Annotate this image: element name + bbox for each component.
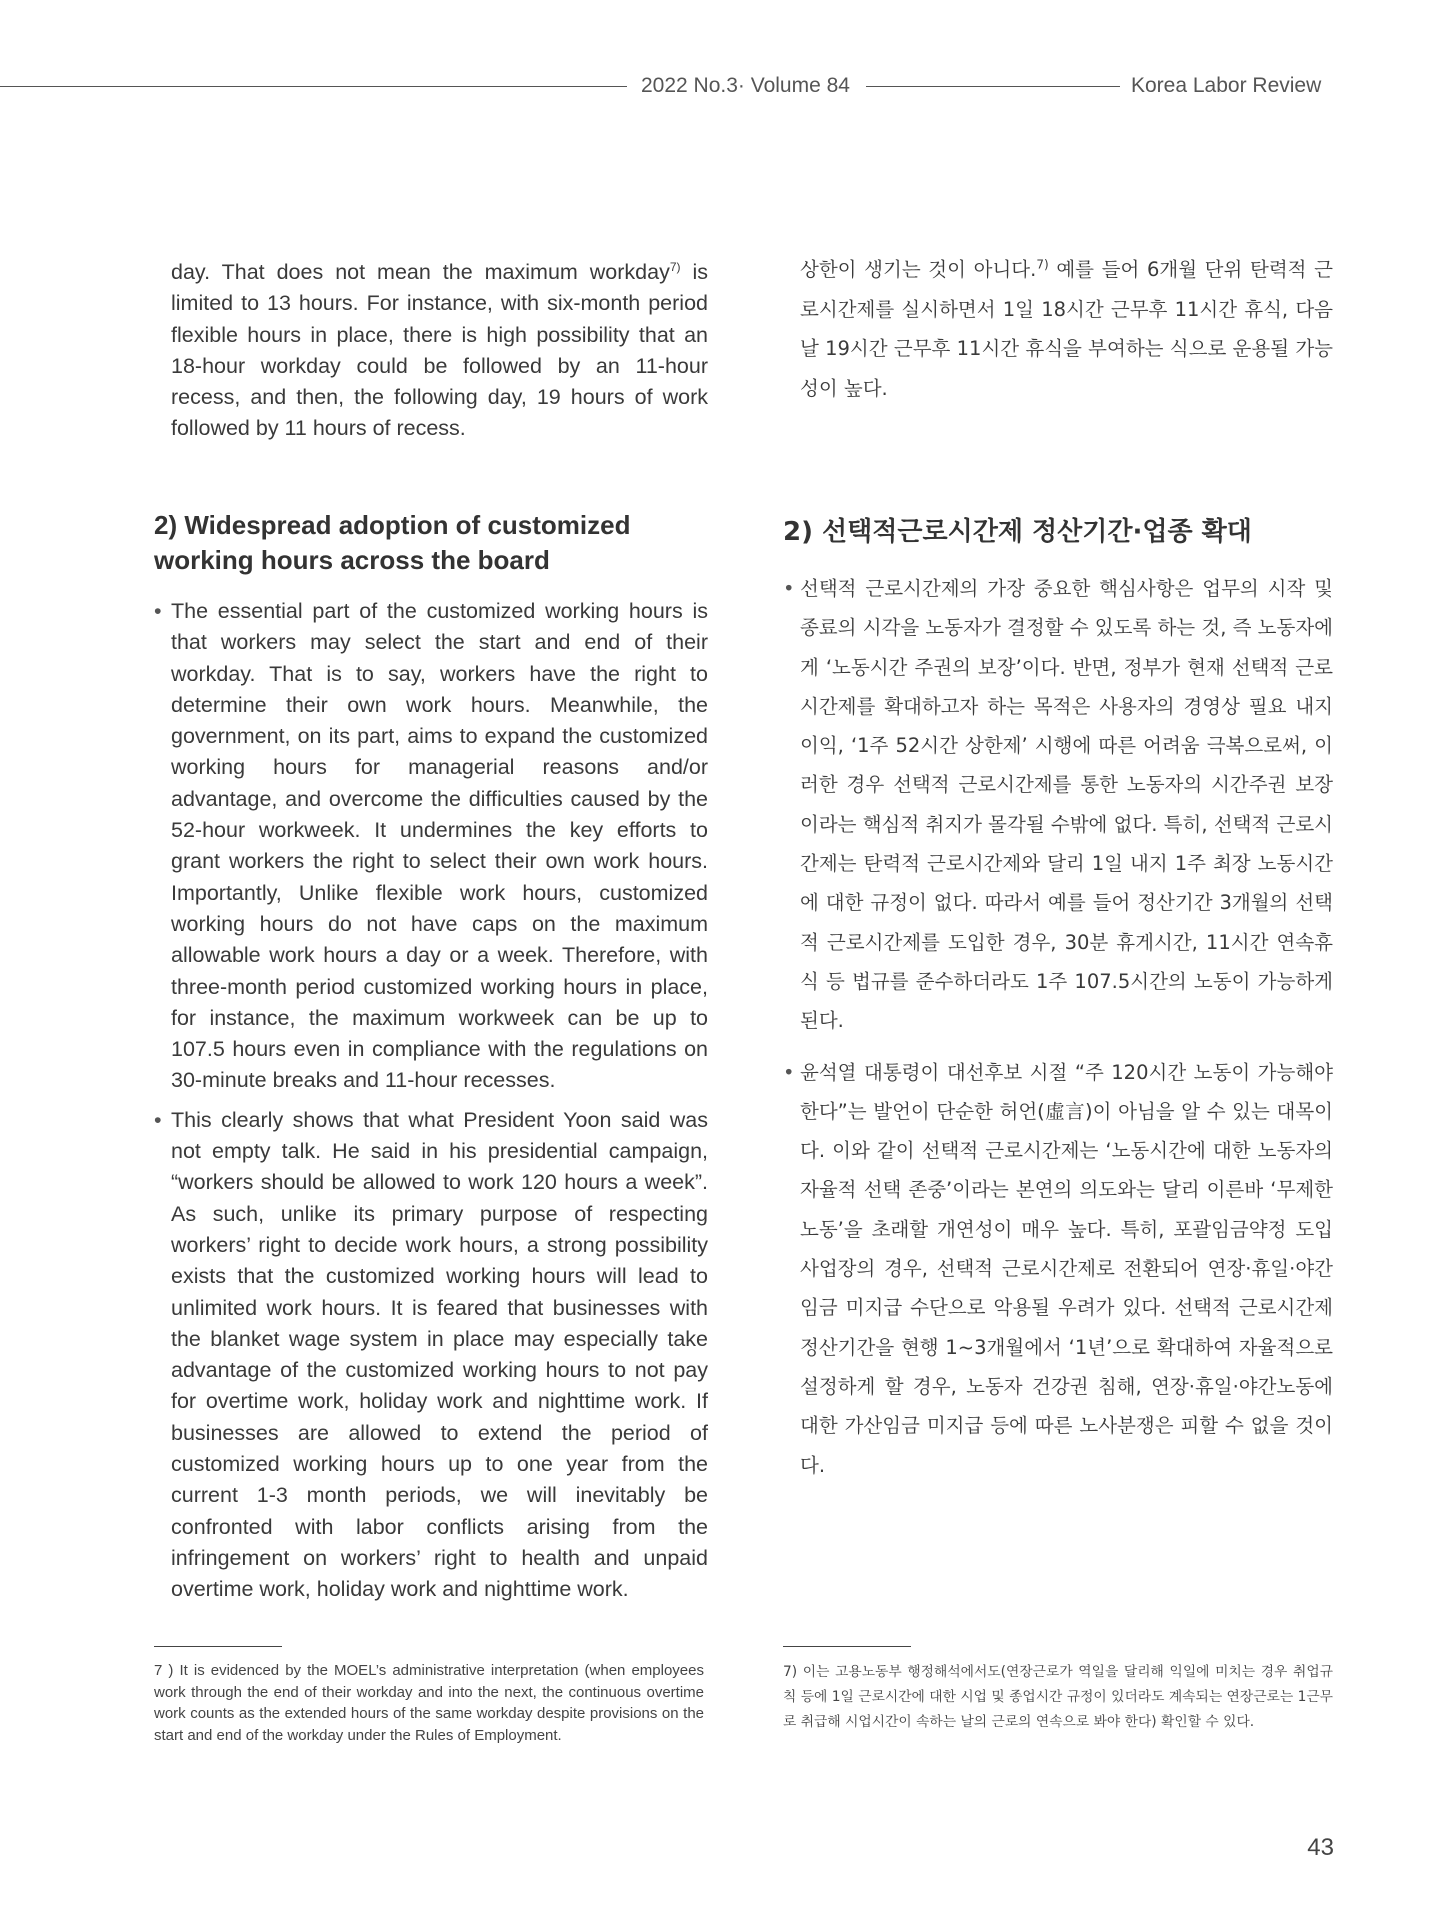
- english-intro-paragraph: [171, 257, 708, 445]
- english-intro-footnote-ref: 7): [669, 259, 681, 274]
- korean-intro-paragraph: [800, 250, 1333, 408]
- bullet-icon: •: [154, 599, 162, 623]
- english-column: [171, 257, 708, 445]
- korean-intro-footnote-ref: 7): [1036, 257, 1049, 272]
- english-intro-text-end: is limited to 13 hours. For instance, with six-month period flexible hours in place, there is high possibility that an 18-hour workday could be followed by an 11-hour recess, and then, the following day, 19 hours of work followed by 11 hours of recess.: [171, 260, 708, 441]
- english-footnote-rule: [154, 1646, 282, 1647]
- korean-intro-text-start: 상한이 생기는 것이 아니다.: [800, 258, 1037, 281]
- korean-section: [783, 515, 1333, 1497]
- korean-bullet-text: 윤석열 대통령이 대선후보 시절 “주 120시간 노동이 가능해야 한다”는 발언이 단순한 허언(虛言)이 아님을 알 수 있는 대목이다. 이와 같이 선택적 근로시간제는 ‘노동시간에 대한 노동자의 자율적 선택 존중’이라는 본연의 의도와는 달리 이른바 ‘무제한 노동’을 초래할 개연성이 매우 높다. 특히, 포괄임금약정 도입 사업장의 경우, 선택적 근로시간제로 전환되어 연장·휴일·야간임금 미지급 수단으로 악용될 우려가 있다. 선택적 근로시간제 정산기간을 현행 1~3개월에서 ‘1년’으로 확대하여 자율적으로 설정하게 할 경우, 노동자 건강권 침해, 연장·휴일·야간노동에 대한 가산임금 미지급 등에 따른 노사분쟁은 피할 수 없을 것이다.: [800, 1060, 1333, 1477]
- bullet-icon: •: [783, 577, 795, 600]
- english-section: [154, 508, 708, 1614]
- korean-bullet-item: [783, 569, 1333, 1041]
- english-section-heading: 2) Widespread adoption of customized working hours across the board: [154, 510, 631, 575]
- korean-intro-text-end: 예를 들어 6개월 단위 탄력적 근로시간제를 실시하면서 1일 18시간 근무후 11시간 휴식, 다음날 19시간 근무후 11시간 휴식을 부여하는 식으로 운용될 가능성이 높다.: [800, 258, 1333, 400]
- english-bullet-text: The essential part of the customized working hours is that workers may select the start and end of their workday. That is to say, workers have the right to determine their own work hours. Meanwhile, the government, on its part, aims to expand the customized working hours for managerial reasons and/or advantage, and overcome the difficulties caused by the 52-hour workweek. It undermines the key efforts to grant workers the right to select their own work hours. Importantly, Unlike flexible work hours, customized working hours do not have caps on the maximum allowable work hours a day or a week. Therefore, with three-month period customized working hours in place, for instance, the maximum workweek can be up to 107.5 hours even in compliance with the regulations on 30-minute breaks and 11-hour recesses.: [171, 599, 708, 1093]
- english-intro-text-start: day. That does not mean the maximum workday: [171, 260, 670, 284]
- korean-section-heading: 2) 선택적근로시간제 정산기간·업종 확대: [783, 517, 1252, 547]
- page-number: 43: [1307, 1834, 1334, 1861]
- korean-footnote-rule: [783, 1646, 911, 1647]
- english-footnote: 7 ) It is evidenced by the MOEL’s administrative interpretation (when employees work through the end of their workday and into the next, the continuous overtime work counts as the extended hours of the same workday despite provisions on the start and end of the workday under the Rules of Employment.: [154, 1662, 704, 1744]
- english-bullet-text: This clearly shows that what President Yoon said was not empty talk. He said in his presidential campaign, “workers should be allowed to work 120 hours a week”. As such, unlike its primary purpose of respecting workers’ right to decide work hours, a strong possibility exists that the customized working hours will lead to unlimited work hours. It is feared that businesses with the blanket wage system in place may especially take advantage of the customized working hours to not pay for overtime work, holiday work and nighttime work. If businesses are allowed to extend the period of customized working hours up to one year from the current 1-3 month periods, we will inevitably be confronted with labor conflicts arising from the infringement on workers’ right to health and unpaid overtime work, holiday work and nighttime work.: [171, 1107, 708, 1602]
- korean-bullet-text: 선택적 근로시간제의 가장 중요한 핵심사항은 업무의 시작 및 종료의 시각을 노동자가 결정할 수 있도록 하는 것, 즉 노동자에게 ‘노동시간 주권의 보장’이다. 반면, 정부가 현재 선택적 근로시간제를 확대하고자 하는 목적은 사용자의 경영상 필요 내지 이익, ‘1주 52시간 상한제’ 시행에 따른 어려움 극복으로써, 이러한 경우 선택적 근로시간제를 통한 노동자의 시간주권 보장이라는 핵심적 취지가 몰각될 수밖에 없다. 특히, 선택적 근로시간제는 탄력적 근로시간제와 달리 1일 내지 1주 최장 노동시간에 대한 규정이 없다. 따라서 예를 들어 정산기간 3개월의 선택적 근로시간제를 도입한 경우, 30분 휴게시간, 11시간 연속휴식 등 법규를 준수하더라도 1주 107.5시간의 노동이 가능하게 된다.: [800, 577, 1333, 1033]
- header-rule-left: [0, 86, 627, 87]
- journal-title: Korea Labor Review: [1131, 74, 1322, 97]
- header-rule-middle: [866, 86, 1120, 87]
- english-bullet-item: [154, 1105, 708, 1606]
- bullet-icon: •: [154, 1107, 162, 1132]
- bullet-icon: •: [783, 1060, 795, 1084]
- korean-footnote: 7) 이는 고용노동부 행정해석에서도(연장근로가 역일을 달리해 익일에 미치는 경우 취업규칙 등에 1일 근로시간에 대한 시업 및 종업시간 규정이 있더라도 계속되는 연장근로는 1근무로 취급해 시업시간이 속하는 날의 근로의 연속으로 봐야 한다) 확인할 수 있다.: [783, 1664, 1333, 1730]
- korean-bullet-item: [783, 1053, 1333, 1485]
- korean-column: [800, 250, 1333, 408]
- issue-label: 2022 No.3· Volume 84: [641, 74, 850, 97]
- english-bullet-item: [154, 596, 708, 1097]
